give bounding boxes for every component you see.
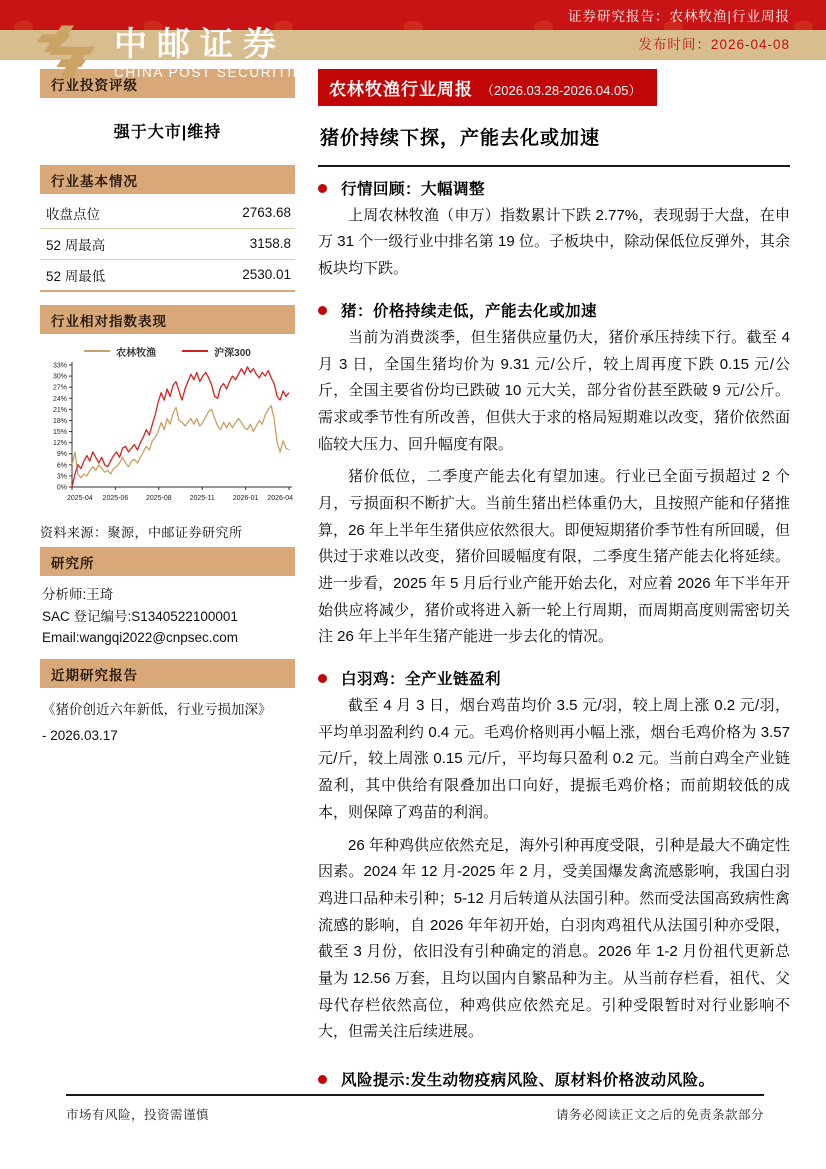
chart-tick-label: 2026-04 <box>267 494 293 502</box>
section-heading-text: 风险提示:发生动物疫病风险、原材料价格波动风险。 <box>341 1072 715 1089</box>
sidebar <box>40 69 295 749</box>
chart-tick-label: 27% <box>52 384 67 392</box>
legend-line-swatch <box>182 350 208 352</box>
analyst-info <box>42 584 295 650</box>
relative-index-chart <box>40 359 295 509</box>
red-dot-bullet-icon <box>318 184 327 193</box>
recent-reports-header: 近期研究报告 <box>40 659 295 688</box>
footer-disclaimer-left: 市场有风险，投资需谨慎 <box>66 1108 210 1122</box>
chart-tick-label: 9% <box>56 450 67 458</box>
table-row <box>40 228 295 259</box>
red-dot-bullet-icon <box>318 674 327 683</box>
brand-name-en: CHINA POST SECURITIES <box>114 65 314 81</box>
legend-item <box>84 344 156 359</box>
chart-tick-label: 3% <box>56 473 67 481</box>
chart-tick-label: 2025-11 <box>189 494 215 502</box>
chart-tick-label: 33% <box>52 362 67 370</box>
rating-value: 强于大市|维持 <box>113 123 222 141</box>
chart-tick-label: 0% <box>56 484 67 492</box>
section-paragraph: 26 年种鸡供应依然充足，海外引种再度受限，引种是最大不确定性因素。2024 年 12 月-2025 年 2 月，受美国爆发禽流感影响，我国白羽鸡进口品种未引种；5-12 月后转道从法国引种。然而受法国高致病性禽流感的影响，自 2026 年年初开始，白羽肉鸡祖代从法国引种亦受限，截至 3 月份，依旧没有引种确定的消息。2026 年 1-2 月份祖代更新总量为 12.56 万套，且均以国内自繁品种为主。从当前存栏看，祖代、父母代存栏依然高位，种鸡供应依然充足。引种受限暂时对行业影响不大，但需关注后续进展。 <box>318 836 790 1041</box>
main-content <box>318 69 790 1094</box>
basics-label: 收盘点位 <box>40 198 178 229</box>
report-type-label: 证券研究报告：农林牧渔|行业周报 <box>567 8 790 24</box>
section-paragraph: 截至 4 月 3 日，烟台鸡苗均价 3.5 元/羽，较上周上涨 0.2 元/羽，平均单羽盈利约 0.4 元。毛鸡价格则再小幅上涨，烟台毛鸡价格为 3.57 元/斤，较上周涨 0.15 元/斤，平均每只盈利 0.2 元。当前白鸡全产业链盈利，其中供给有限叠加出口向好，提振毛鸡价格；而前期较低的成本，则保障了鸡苗的利润。 <box>318 697 790 821</box>
legend-label: 农林牧渔 <box>116 347 157 359</box>
china-post-emblem-icon <box>34 22 98 84</box>
section-heading-risk <box>318 1068 790 1090</box>
analyst-sac: SAC 登记编号:S1340522100001 <box>42 608 238 624</box>
section-heading-text: 白羽鸡：全产业链盈利 <box>341 671 502 689</box>
headline-divider <box>318 165 790 167</box>
section-heading-text: 猪：价格持续走低，产能去化或加速 <box>341 302 598 320</box>
recent-report-title: 《猪价创近六年新低，行业亏损加深》 <box>42 702 272 718</box>
chart-tick-label: 2025-06 <box>102 494 129 502</box>
report-banner <box>318 69 657 106</box>
section-heading-broiler <box>318 667 790 689</box>
page-footer <box>66 1094 764 1123</box>
red-dot-bullet-icon <box>318 1075 327 1084</box>
legend-item <box>182 344 251 359</box>
brand-logo <box>34 22 314 84</box>
section-heading-pig <box>318 299 790 321</box>
brand-name-cn: 中邮证券 <box>114 24 286 62</box>
section-paragraph: 猪价低位，二季度产能去化有望加速。行业已全面亏损超过 2 个月，亏损面积不断扩大。当前生猪出栏体重仍大，且按照产能和仔猪推算，26 年上半年生猪供应依然很大。即便短期猪价季节性有所回暖，但供过于求难以改变，猪价回暖幅度有限，二季度生猪产能去化将延续。进一步看，2025 年 5 月后行业产能开始去化，对应着 2026 年下半年开始供应将减少，猪价或将进入新一轮上行周期，而周期高度则需密切关注 26 年上半年生猪产能进一步去化的情况。 <box>318 468 790 646</box>
basics-label: 52 周最高 <box>40 228 178 259</box>
chart-tick-label: 6% <box>56 462 67 470</box>
legend-label: 沪深300 <box>214 347 251 359</box>
chart-tick-label: 2025-04 <box>67 494 93 502</box>
banner-title: 农林牧渔行业周报 <box>329 79 473 99</box>
section-paragraph: 上周农林牧渔（申万）指数累计下跌 2.77%，表现弱于大盘，在申万 31 个一级行业中排名第 19 位。子板块中，除动保低位反弹外，其余板块均下跌。 <box>318 206 790 278</box>
office-section-header: 研究所 <box>40 547 295 576</box>
recent-report-item <box>42 697 295 748</box>
chart-tick-label: 12% <box>52 439 67 447</box>
banner-period: （2026.03.28-2026.04.05） <box>481 82 642 98</box>
chart-tick-label: 15% <box>52 428 67 436</box>
section-paragraph: 当前为消费淡季，但生猪供应量仍大，猪价承压持续下行。截至 4 月 3 日，全国生猪均价为 9.31 元/公斤，较上周再度下跌 0.15 元/公斤，全国主要省份均已跌破 10 元大关，部分省份甚至跌破 9 元/公斤。需求或季节性有所改善，但供大于求的格局短期难以改变，猪价依然面临较大压力、回升幅度有限。 <box>318 328 790 453</box>
section-heading-market-review <box>318 177 790 199</box>
basics-label: 52 周最低 <box>40 259 178 291</box>
footer-disclaimer-right: 请务必阅读正文之后的免责条款部分 <box>555 1108 764 1122</box>
red-dot-bullet-icon <box>318 306 327 315</box>
content-columns <box>0 60 826 1094</box>
chart-tick-label: 2025-08 <box>145 494 172 502</box>
chart-tick-label: 24% <box>52 395 67 403</box>
basics-section-header: 行业基本情况 <box>40 165 295 194</box>
basics-value: 3158.8 <box>178 228 295 259</box>
rating-section-header: 行业投资评级 <box>40 69 295 98</box>
chart-tick-label: 18% <box>52 417 67 425</box>
relative-index-chart-block <box>40 344 295 514</box>
chart-tick-label: 2026-01 <box>232 494 259 502</box>
page-title: 猪价持续下探，产能去化或加速 <box>320 127 601 149</box>
basics-value: 2530.01 <box>178 259 295 291</box>
chart-legend <box>40 344 295 359</box>
chart-section-header: 行业相对指数表现 <box>40 305 295 334</box>
recent-report-date: - 2026.03.17 <box>42 727 118 743</box>
legend-line-swatch <box>84 350 110 352</box>
chart-tick-label: 21% <box>52 406 67 414</box>
chart-source: 资料来源：聚源，中邮证券研究所 <box>40 524 243 540</box>
table-row <box>40 259 295 291</box>
chart-tick-label: 30% <box>52 373 67 381</box>
basics-value: 2763.68 <box>178 198 295 229</box>
section-heading-text: 行情回顾：大幅调整 <box>341 180 486 198</box>
basics-table <box>40 198 295 292</box>
publish-date-stripe: 发布时间：2026-04-08 <box>0 30 826 60</box>
analyst-email: Email:wangqi2022@cnpsec.com <box>42 630 239 646</box>
brand-text <box>114 26 314 80</box>
chart-line-0 <box>72 405 289 477</box>
table-row <box>40 198 295 229</box>
analyst-name: 分析师:王琦 <box>42 586 114 602</box>
